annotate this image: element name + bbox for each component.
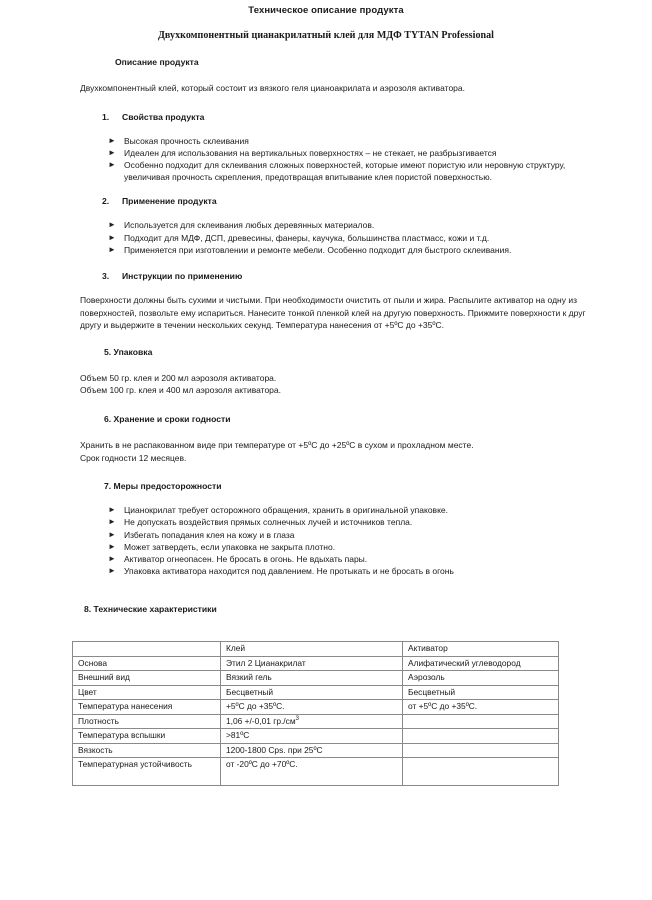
table-cell-label: Плотность: [73, 714, 221, 729]
section-instructions-number: 3.: [102, 271, 110, 282]
table-row: [73, 685, 559, 700]
section-technical-heading: 8. Технические характеристики: [84, 604, 217, 615]
spec-table-zone: [0, 641, 652, 786]
list-item-text: Упаковка активатора находится под давлением. Не протыкать и не бросать в огонь: [124, 566, 454, 577]
table-row-header: [73, 642, 559, 657]
bullet-arrow-icon: ►: [108, 566, 116, 576]
table-cell-glue: +5ºC до +35ºC.: [221, 700, 403, 715]
packaging-line-2: Объем 100 гр. клея и 400 мл аэрозоля активатора.: [80, 385, 281, 396]
section-safety-heading: 7. Меры предосторожности: [104, 481, 222, 492]
list-item-text: Может затвердеть, если упаковка не закрыта плотно.: [124, 541, 336, 552]
section-packaging: [0, 346, 652, 358]
section-properties: [0, 111, 652, 184]
table-cell-activator: [403, 758, 559, 786]
section-instructions-heading: [80, 270, 592, 282]
table-cell-glue: Вязкий гель: [221, 671, 403, 686]
bullet-arrow-icon: ►: [108, 135, 116, 145]
document-title: Техническое описание продукта: [248, 5, 404, 16]
list-item: [108, 516, 592, 528]
bullet-arrow-icon: ►: [108, 553, 116, 563]
section-storage-heading: 6. Хранение и сроки годности: [104, 413, 231, 424]
table-cell-header-glue: Клей: [221, 642, 403, 657]
list-item: [108, 219, 592, 231]
list-item-text: Применяется при изготовлении и ремонте мебели. Особенно подходит для быстрого склеивания.: [124, 244, 512, 255]
intro-section: [0, 56, 652, 68]
section-properties-heading: [80, 111, 592, 123]
table-row: [73, 743, 559, 758]
section-application: [0, 195, 652, 256]
bullet-arrow-icon: ►: [108, 541, 116, 551]
list-item-text: Избегать попадания клея на кожу и в глаза: [124, 529, 295, 540]
table-cell-label: Температура нанесения: [73, 700, 221, 715]
list-item: [108, 147, 592, 159]
table-cell-label: Температурная устойчивость: [73, 758, 221, 786]
table-row: [73, 729, 559, 744]
section-packaging-heading: 5. Упаковка: [104, 346, 153, 357]
list-item-text: Активатор огнеопасен. Не бросать в огонь. Не вдыхать пары.: [124, 553, 368, 564]
table-cell-glue-density: 1,06 +/-0,01 $гр./см^3$: [221, 714, 403, 729]
table-cell-activator: Алифатический углеводород: [403, 656, 559, 671]
intro-paragraph: Двухкомпонентный клей, который состоит из вязкого геля цианоакрилата и аэрозоля активатора.: [80, 83, 465, 93]
list-item-text: Используется для склеивания любых деревянных материалов.: [124, 220, 375, 231]
table-cell-label: Цвет: [73, 685, 221, 700]
bullet-arrow-icon: ►: [108, 517, 116, 527]
instructions-paragraph: Поверхности должны быть сухими и чистыми. При необходимости очистить от пыли и жира. Распылите активатор на одну из поверхностей, позвольте ему испариться. Нанесите тонкой пленкой клей на другую поверхность. Прижмите поверхности к друг другу и выдержите в течении нескольких секунд. Температура нанесения от +5ºC до +35ºC.: [80, 295, 586, 331]
properties-bullet-list: [80, 135, 592, 184]
list-item: [108, 159, 592, 183]
table-cell-activator: [403, 714, 559, 729]
list-item-text: Особенно подходит для склеивания сложных поверхностей, которые имеют пористую или неровную структуру, увеличивая прочность скрепления, предотвращая впитывание клея пористой поверхностью.: [124, 160, 566, 183]
table-cell-activator: Аэрозоль: [403, 671, 559, 686]
table-cell-glue: от -20ºC до +70ºC.: [221, 758, 403, 786]
bullet-arrow-icon: ►: [108, 147, 116, 157]
list-item: [108, 232, 592, 244]
table-cell-activator: от +5ºC до +35ºC.: [403, 700, 559, 715]
table-cell-label: Температура вспышки: [73, 729, 221, 744]
intro-heading: Описание продукта: [115, 57, 199, 67]
table-cell-glue: >81ºC: [221, 729, 403, 744]
table-row: [73, 656, 559, 671]
list-item-text: Идеален для использования на вертикальных поверхностях – не стекает, не разбрызгивается: [124, 147, 497, 158]
table-cell-header-blank: [73, 642, 221, 657]
section-technical: [0, 603, 652, 615]
bullet-arrow-icon: ►: [108, 220, 116, 230]
section-application-number: 2.: [102, 196, 110, 207]
bullet-arrow-icon: ►: [108, 244, 116, 254]
list-item: [108, 565, 592, 577]
storage-line-2: Срок годности 12 месяцев.: [80, 452, 187, 463]
list-item: [108, 541, 592, 553]
bullet-arrow-icon: ►: [108, 505, 116, 515]
list-item-text: Подходит для МДФ, ДСП, древесины, фанеры, каучука, большинства пластмасс, кожи и т.д.: [124, 232, 490, 243]
section-instructions: [0, 270, 652, 282]
list-item-text: Не допускать воздействия прямых солнечных лучей и источников тепла.: [124, 517, 413, 528]
table-cell-activator: [403, 729, 559, 744]
safety-bullet-list: [80, 504, 592, 577]
document-subtitle: Двухкомпонентный цианакрилатный клей для МДФ TYTAN Professional: [158, 30, 494, 41]
bullet-arrow-icon: ►: [108, 160, 116, 169]
table-row: [73, 700, 559, 715]
table-cell-activator: Бесцветный: [403, 685, 559, 700]
storage-line-1: Хранить в не распакованном виде при температуре от +5ºC до +25ºC в сухом и прохладном месте.: [80, 439, 474, 450]
list-item: [108, 135, 592, 147]
section-storage: [0, 413, 652, 425]
table-cell-glue: Бесцветный: [221, 685, 403, 700]
list-item: [108, 504, 592, 516]
list-item: [108, 244, 592, 256]
section-properties-title: Свойства продукта: [122, 111, 205, 122]
list-item: [108, 529, 592, 541]
bullet-arrow-icon: ►: [108, 232, 116, 242]
list-item: [108, 553, 592, 565]
table-row: [73, 671, 559, 686]
table-row: [73, 714, 559, 729]
packaging-line-1: Объем 50 гр. клея и 200 мл аэрозоля активатора.: [80, 372, 277, 383]
section-application-title: Применение продукта: [122, 196, 217, 207]
section-application-heading: [80, 195, 592, 207]
application-bullet-list: [80, 219, 592, 256]
table-cell-header-activator: Активатор: [403, 642, 559, 657]
bullet-arrow-icon: ►: [108, 529, 116, 539]
table-cell-label: Основа: [73, 656, 221, 671]
list-item-text: Цианокрилат требует осторожного обращения, хранить в оригинальной упаковке.: [124, 505, 448, 516]
list-item-text: Высокая прочность склеивания: [124, 135, 249, 146]
table-cell-activator: [403, 743, 559, 758]
table-cell-glue: 1200-1800 Cps. при 25ºC: [221, 743, 403, 758]
section-properties-number: 1.: [102, 111, 110, 122]
section-instructions-title: Инструкции по применению: [122, 271, 243, 282]
table-row: [73, 758, 559, 786]
table-cell-label: Внешний вид: [73, 671, 221, 686]
table-cell-label: Вязкость: [73, 743, 221, 758]
table-cell-glue: Этил 2 Цианакрилат: [221, 656, 403, 671]
technical-spec-table: [72, 641, 559, 786]
section-safety: [0, 480, 652, 577]
